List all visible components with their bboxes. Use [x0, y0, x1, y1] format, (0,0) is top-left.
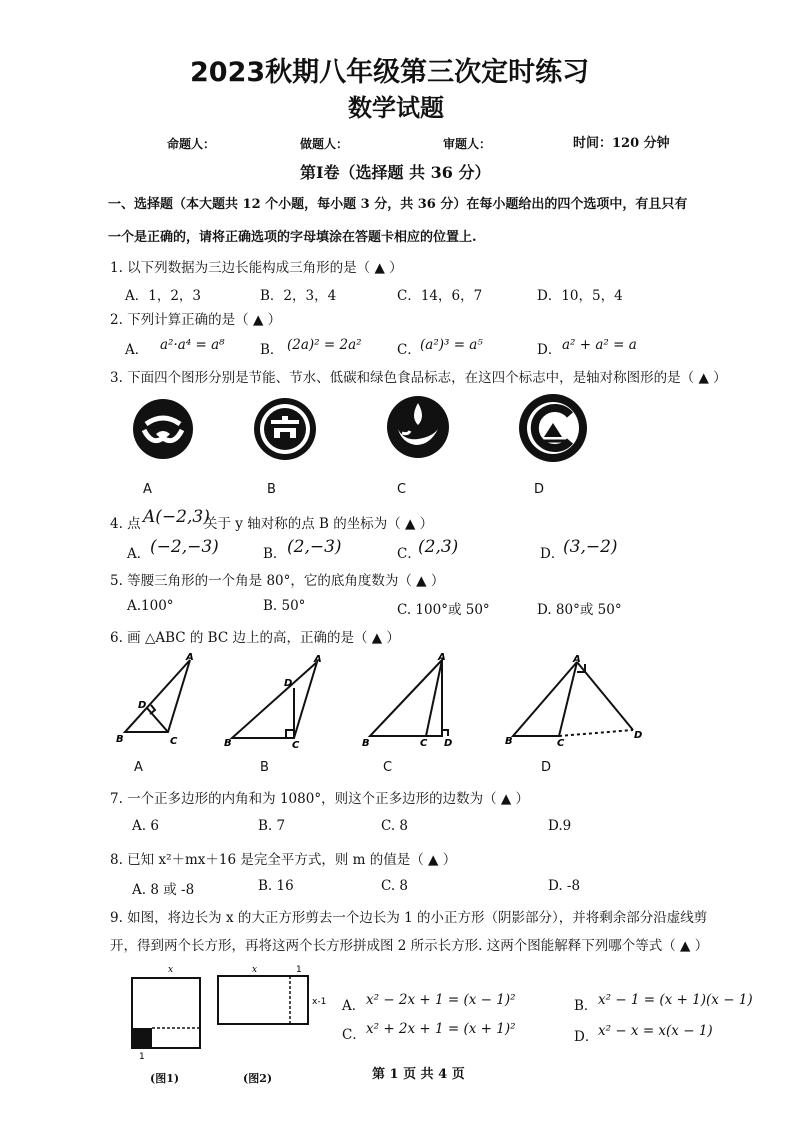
fig1-x-label: x: [168, 965, 174, 975]
energy-saving-logo: [132, 398, 194, 460]
q6c-pt-b: B: [362, 738, 370, 749]
q6-diagram-d: [505, 650, 645, 750]
reviewer-label: 审题人：: [443, 137, 492, 151]
fig2-xm1-label: x-1: [312, 997, 327, 1007]
q5-option-a: A.100°: [127, 598, 174, 614]
q1-option-a: A．1，2，3: [125, 288, 202, 304]
q8-option-b: B. 16: [258, 878, 294, 894]
q6b-pt-b: B: [224, 738, 232, 749]
q9-option-b-label: B．: [574, 998, 598, 1014]
fig2-x-label: x: [252, 965, 258, 975]
q2-option-b-label: B．: [260, 342, 284, 358]
q7-option-d: D.9: [548, 818, 572, 834]
q9-option-d-label: D．: [574, 1029, 599, 1045]
q9-option-c-label: C．: [342, 1027, 366, 1043]
q7-option-c: C. 8: [381, 818, 409, 834]
q3-label-b: B: [267, 482, 276, 497]
section-instructions-1: 一、选择题（本大题共 12 个小题，每小题 3 分，共 36 分）在每小题给出的四个选项中，有且只有: [108, 197, 688, 212]
part-heading: 第Ⅰ卷（选择题 共 36 分）: [300, 163, 491, 182]
proposer-label: 命题人：: [167, 137, 216, 151]
q6b-pt-a: A: [314, 654, 322, 665]
q6a-pt-b: B: [116, 734, 124, 745]
q6-label-c: C: [383, 760, 393, 775]
q9-option-d: x² − x = x(x − 1): [598, 1023, 713, 1039]
q3-stem: 3. 下面四个图形分别是节能、节水、低碳和绿色食品标志，在这四个标志中，是轴对称图形的是（ ▲ ）: [110, 370, 727, 386]
q4-option-b-label: B．: [263, 546, 287, 562]
q5-option-d: D. 80°或 50°: [537, 602, 622, 618]
q9-stem-2: 开，得到两个长方形，再将这两个长方形拼成图 2 所示长方形. 这两个图能解释下列哪个等式（ ▲ ）: [110, 938, 709, 954]
q6d-pt-d: D: [634, 730, 643, 741]
time-label: 时间：120 分钟: [573, 136, 670, 151]
q4-option-b: (2,−3): [287, 537, 342, 557]
q2-option-c: (a²)³ = a⁵: [420, 337, 483, 353]
q1-option-d: D．10，5，4: [537, 288, 623, 304]
q6c-pt-c: C: [420, 738, 428, 749]
q4-stem: 关于 y 轴对称的点 B 的坐标为（ ▲ ）: [204, 516, 434, 532]
q9-stem-1: 9. 如图，将边长为 x 的大正方形剪去一个边长为 1 的小正方形（阴影部分），并将剩余部分沿虚线剪: [110, 910, 708, 926]
q6c-pt-d: D: [444, 738, 453, 749]
low-carbon-logo: [386, 395, 450, 459]
q6-diagram-c: [358, 650, 470, 750]
q1-option-c: C．14，6，7: [397, 288, 483, 304]
q9-option-a: x² − 2x + 1 = (x − 1)²: [366, 992, 516, 1008]
q9-figure-2: [212, 962, 344, 1032]
q5-option-c: C. 100°或 50°: [397, 602, 490, 618]
q4-stem-prefix: 4. 点: [110, 516, 141, 532]
exam-title: 2023秋期八年级第三次定时练习: [190, 57, 590, 88]
q6d-pt-b: B: [505, 736, 513, 747]
q9-figure-2-caption: (图2): [243, 1072, 273, 1085]
q2-option-c-label: C．: [397, 342, 421, 358]
water-saving-logo: [252, 396, 318, 462]
q4-option-a-label: A．: [127, 546, 151, 562]
q8-option-c: C. 8: [381, 878, 409, 894]
q2-option-d: a² + a² = a: [562, 337, 637, 353]
green-food-logo: [518, 393, 588, 463]
maker-label: 做题人：: [300, 137, 349, 151]
q5-stem: 5. 等腰三角形的一个角是 80°，它的底角度数为（ ▲ ）: [110, 573, 445, 589]
q6a-pt-a: A: [186, 652, 194, 663]
q6b-pt-d: D: [284, 678, 293, 689]
q9-figure-1-caption: (图1): [150, 1072, 180, 1085]
q1-option-b: B．2，3，4: [260, 288, 337, 304]
q6d-pt-a: A: [573, 654, 581, 665]
fig2-one-label: 1: [296, 965, 302, 975]
q3-label-c: C: [397, 482, 407, 497]
q9-option-b: x² − 1 = (x + 1)(x − 1): [598, 992, 753, 1008]
q5-option-b: B. 50°: [263, 598, 306, 614]
q1-stem: 1. 以下列数据为三边长能构成三角形的是（ ▲ ）: [110, 260, 403, 276]
q7-stem: 7. 一个正多边形的内角和为 1080°，则这个正多边形的边数为（ ▲ ）: [110, 791, 530, 807]
q6d-pt-c: C: [557, 738, 565, 749]
q6b-pt-c: C: [292, 740, 300, 750]
section-instructions-2: 一个是正确的，请将正确选项的字母填涂在答题卡相应的位置上.: [108, 230, 477, 245]
q2-option-d-label: D．: [537, 342, 562, 358]
q6-diagram-a: [110, 650, 220, 750]
q4-option-a: (−2,−3): [150, 537, 219, 557]
fig1-one-label: 1: [139, 1052, 145, 1062]
exam-subtitle: 数学试题: [348, 94, 444, 122]
q6-label-a: A: [134, 760, 143, 775]
q9-option-a-label: A．: [342, 998, 366, 1014]
q4-option-d: (3,−2): [563, 537, 618, 557]
q9-figure-1: [124, 962, 206, 1062]
q4-option-c: (2,3): [418, 537, 459, 557]
q8-option-d: D. -8: [548, 878, 581, 894]
q6c-pt-a: A: [438, 652, 446, 663]
q3-label-a: A: [143, 482, 152, 497]
q6-stem: 6. 画 △ABC 的 BC 边上的高，正确的是（ ▲ ）: [110, 630, 400, 646]
q6-label-b: B: [260, 760, 269, 775]
q6-label-d: D: [541, 760, 552, 775]
q2-option-a: a²·a⁴ = a⁸: [160, 337, 225, 353]
q6-diagram-b: [222, 650, 332, 750]
q6a-pt-d: D: [138, 700, 147, 711]
page-number: 第 1 页 共 4 页: [372, 1067, 465, 1082]
q2-option-b: (2a)² = 2a²: [287, 337, 362, 353]
q4-point: A(−2,3): [143, 507, 210, 527]
q6a-pt-c: C: [170, 736, 178, 747]
q2-option-a-label: A．: [125, 342, 149, 358]
q2-stem: 2. 下列计算正确的是（ ▲ ）: [110, 312, 282, 328]
q9-option-c: x² + 2x + 1 = (x + 1)²: [366, 1021, 516, 1037]
q3-label-d: D: [534, 482, 545, 497]
q4-option-d-label: D．: [540, 546, 565, 562]
q8-stem: 8. 已知 x²＋mx＋16 是完全平方式，则 m 的值是（ ▲ ）: [110, 852, 457, 868]
q7-option-a: A. 6: [132, 818, 159, 834]
q7-option-b: B. 7: [258, 818, 286, 834]
q8-option-a: A. 8 或 -8: [132, 882, 195, 898]
q4-option-c-label: C．: [397, 546, 421, 562]
